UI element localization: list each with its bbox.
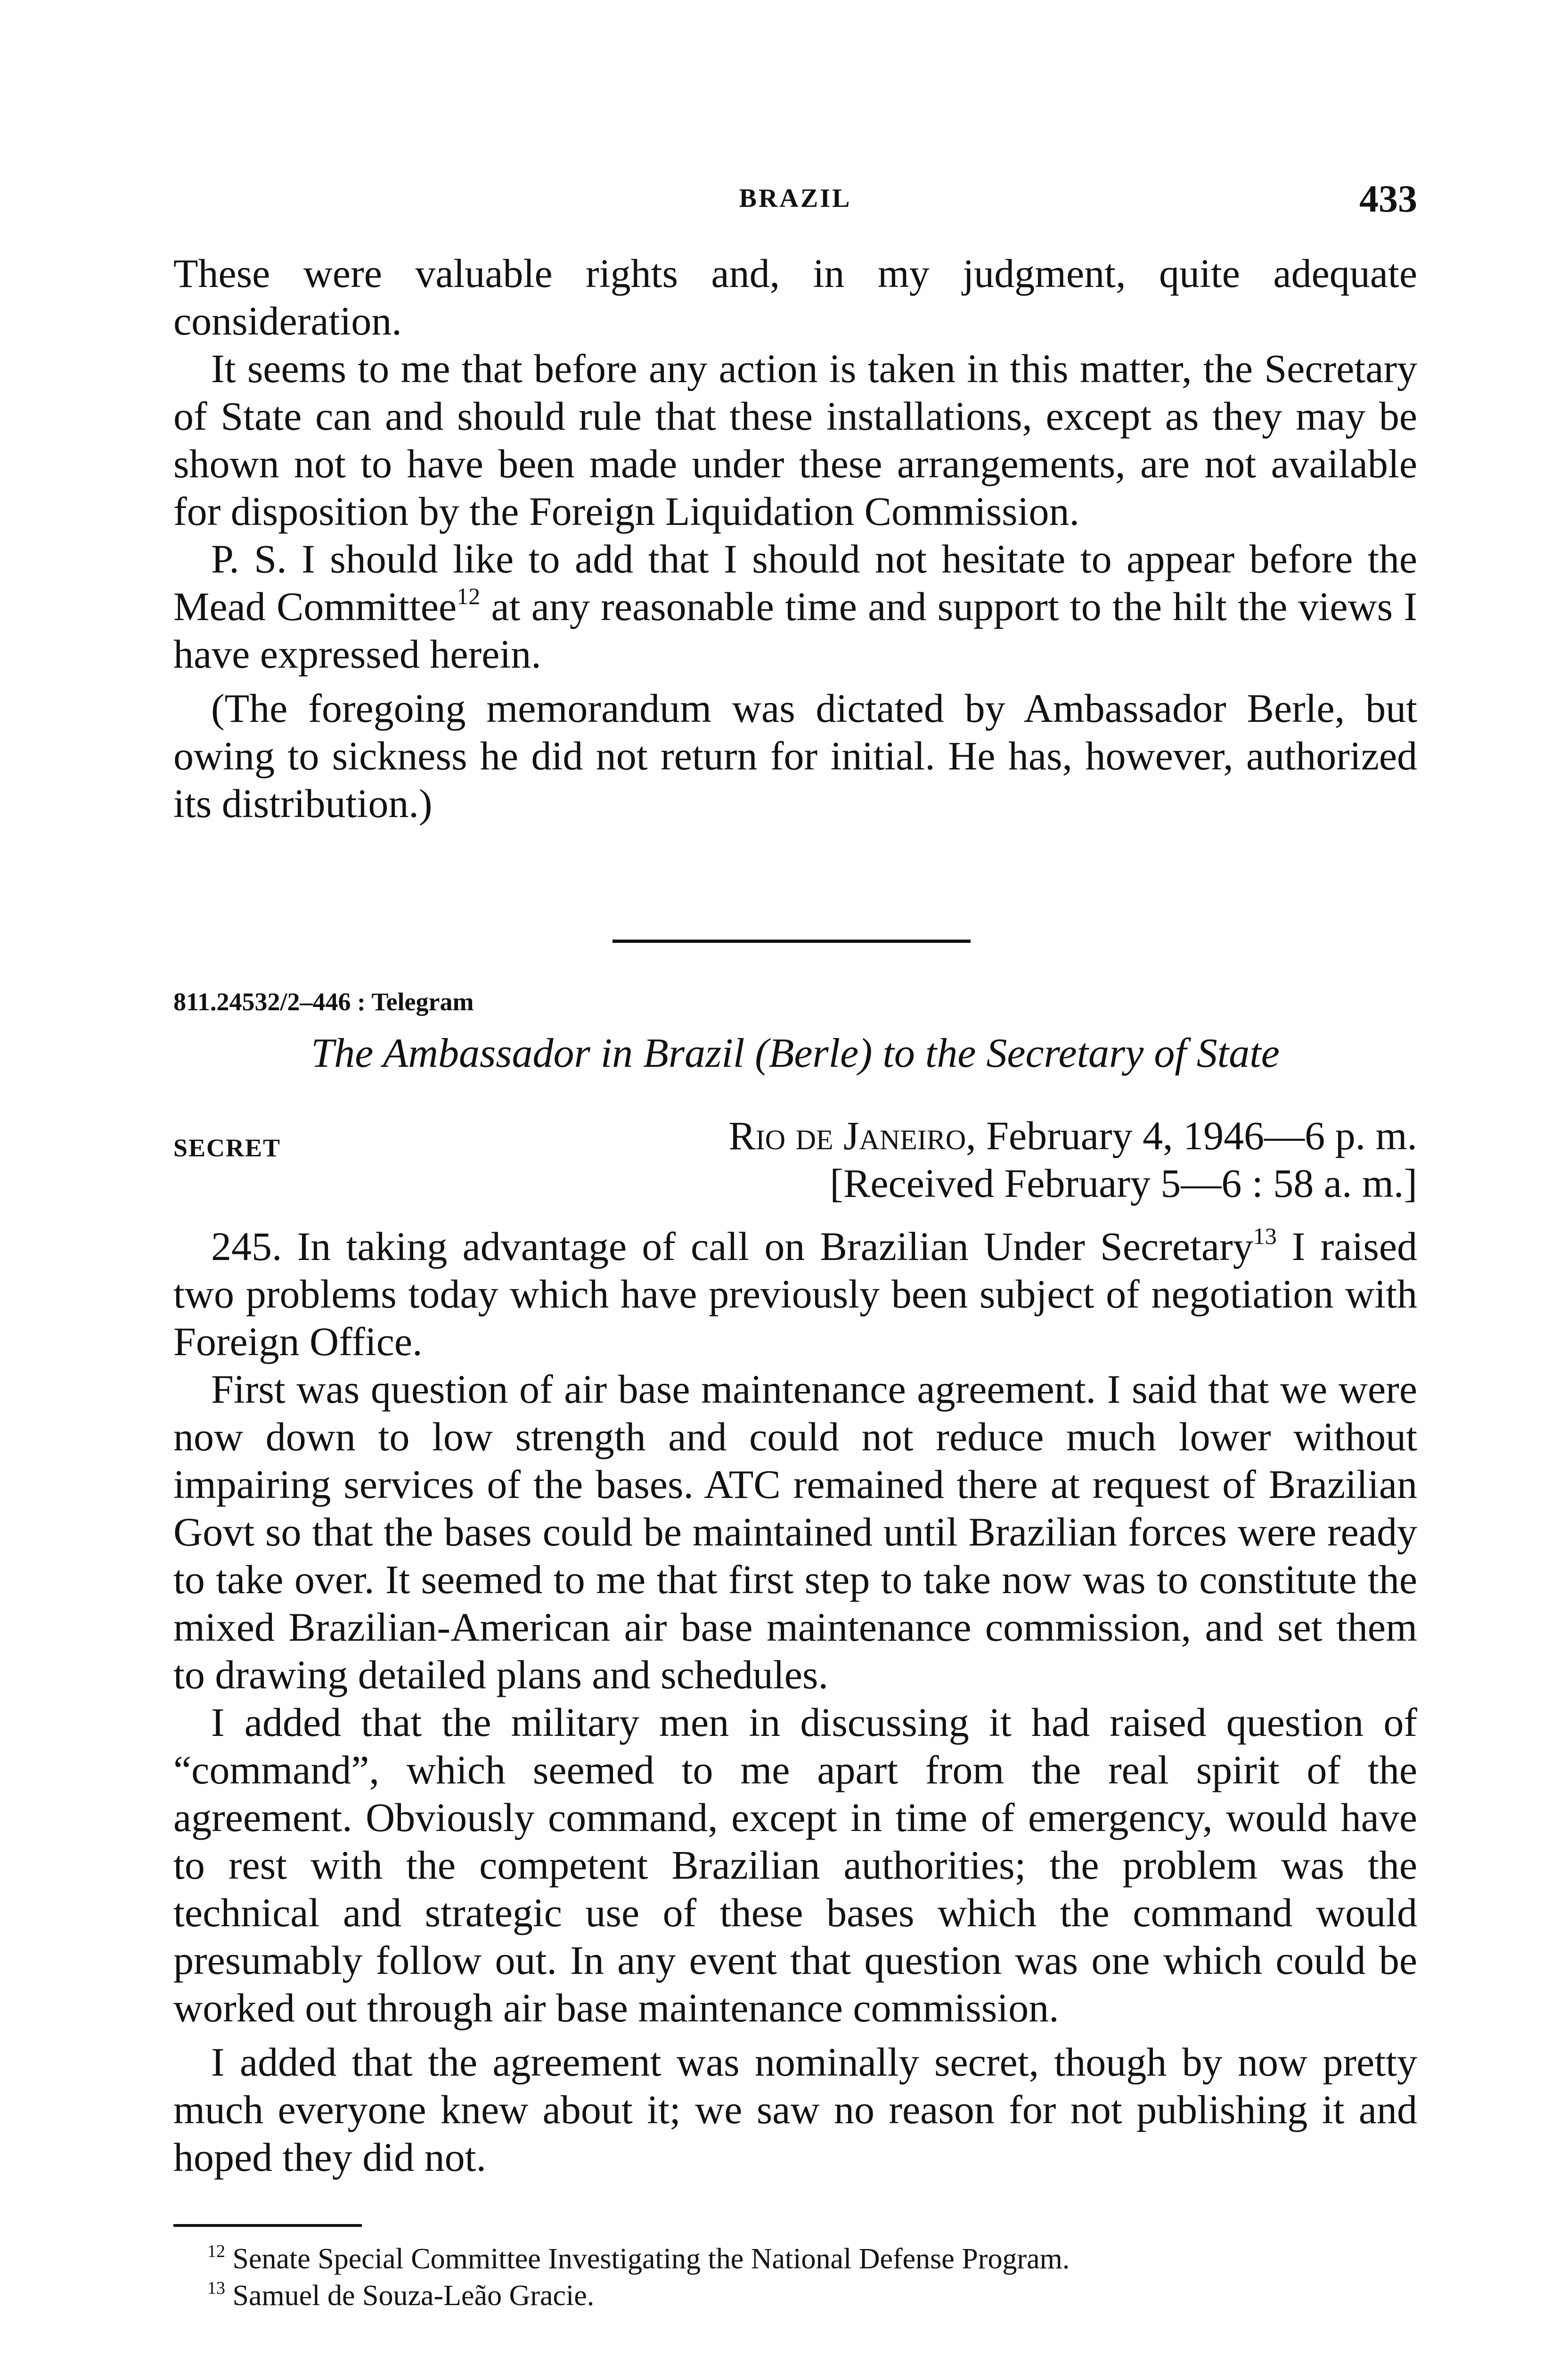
paragraph: I added that the military men in discussing it had raised question of “command”, which seemed to me apart from the real spirit of the agreement. Obviously command, except in time of emergency, would have to rest with the competent Brazilian authorities; the problem was the technical and strategic use of these bases which the command would presumably follow out. In any event that question was one which could be worked out through air base maintenance commission. — [173, 1700, 1417, 2030]
footnote-text: Senate Special Committee Investigating the National Defense Program. — [232, 2243, 1070, 2275]
telegram-body — [173, 1223, 1417, 2181]
footnote-text: Samuel de Souza-Leão Gracie. — [232, 2280, 595, 2312]
dateline — [728, 1112, 1417, 1207]
dateline-date: , February 4, 1946—6 p. m. — [966, 1113, 1417, 1158]
running-header — [173, 177, 1417, 219]
memorandum-continuation — [173, 250, 1417, 827]
paragraph — [173, 1223, 1417, 1366]
footnote-number: 13 — [207, 2278, 225, 2298]
dateline-received: [Received February 5—6 : 58 a. m.] — [830, 1161, 1417, 1206]
footnote-reference: 13 — [1253, 1223, 1277, 1249]
file-reference: 811.24532/2–446 : Telegram — [173, 988, 474, 1016]
footnote — [207, 2241, 1070, 2277]
paragraph-text: at any reasonable time and support to the hilt the views I have expressed herein. — [173, 584, 1417, 677]
paragraph-text: 245. In taking advantage of call on Brazilian Under Secretary — [211, 1224, 1253, 1269]
footnote-number: 12 — [207, 2241, 225, 2261]
paragraph-text: I raised two problems today which have previously been subject of negotiation with Foreign Office. — [173, 1224, 1418, 1364]
paragraph: First was question of air base maintenance agreement. I said that we were now down to low strength and could not reduce much lower without impairing services of the bases. ATC remained there at request of Brazilian Govt so that the bases could be maintained until Brazilian forces were ready to take over. It seemed to me that first step to take now was to constitute the mixed Brazilian-American air base maintenance commission, and set them to drawing detailed plans and schedules. — [173, 1366, 1417, 1697]
running-title: BRAZIL — [739, 184, 852, 213]
footnote-rule — [173, 2224, 362, 2227]
dateline-place: Rio de Janeiro — [728, 1113, 966, 1158]
postscript-paragraph — [173, 535, 1417, 678]
paragraph: It seems to me that before any action is taken in this matter, the Secretary of State can and should rule that these installations, except as they may be shown not to have been made under these arrangements, are not available for disposition by the Foreign Liquidation Commission. — [173, 346, 1417, 534]
editorial-note: (The foregoing memorandum was dictated by Ambassador Berle, but owing to sickness he did not return for initial. He has, however, authorized its distribution.) — [173, 686, 1417, 826]
paragraph: These were valuable rights and, in my judgment, quite adequate consideration. — [173, 251, 1417, 344]
document-heading: The Ambassador in Brazil (Berle) to the Secretary of State — [311, 1031, 1280, 1076]
classification-label: SECRET — [173, 1134, 281, 1162]
footnote-reference: 12 — [457, 583, 481, 609]
paragraph-text: P. S. I should like to add that I should not hesitate to appear before the Mead Committee — [173, 536, 1417, 629]
dateline-sent — [728, 1112, 1417, 1160]
page-number: 433 — [1359, 177, 1417, 220]
section-divider — [612, 940, 971, 943]
paragraph: I added that the agreement was nominally secret, though by now pretty much everyone knew about it; we saw no reason for not publishing it and hoped they did not. — [173, 2039, 1417, 2180]
footnotes — [207, 2241, 1070, 2314]
footnote — [207, 2277, 1070, 2314]
